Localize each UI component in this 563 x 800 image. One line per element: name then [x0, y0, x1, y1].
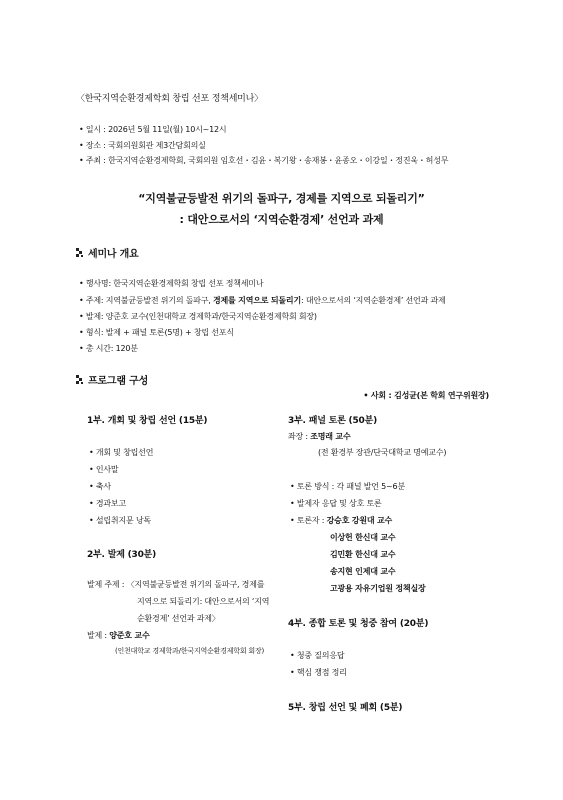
part2-topic: [87, 579, 264, 590]
part1-item: • 인사말: [89, 465, 119, 474]
part3-panelists: [290, 515, 392, 526]
part2-presenter: [87, 630, 149, 641]
part3-chair-name: 조명래 교수: [310, 432, 351, 441]
info-hosts: • 주최 : 한국지역순환경제학회, 국회의원 임호선・김윤・복기왕・송재봉・윤종오・이강일・정진욱・허성무: [79, 156, 449, 165]
overview-item: • 행사명: 한국지역순환경제학회 창립 선포 정책세미나: [79, 279, 264, 288]
part2-topic-line: 〈지역불균등발전 위기의 돌파구, 경제를: [126, 580, 265, 589]
part1-item: • 설립취지문 낭독: [89, 516, 151, 525]
program-heading-text: 프로그램 구성: [88, 376, 149, 387]
program-heading: [76, 372, 148, 387]
part2-topic-label: 발제 주제 :: [87, 580, 127, 589]
part3-chair-label: 좌장 :: [288, 432, 311, 441]
part2-title: 2부. 발제 (30분): [87, 550, 157, 560]
panelist: 강승호 강원대 교수: [326, 516, 393, 525]
part4-title: 4부. 종합 토론 및 청중 참여 (20분): [288, 619, 429, 629]
overview-item: • 주제: 지역불균등발전 위기의 돌파구, 경제를 지역으로 되돌리기: 대안으로서의 ‘지역순환경제’ 선언과 과제: [79, 296, 446, 305]
part3-format: • 토론 방식 : 각 패널 발언 5~6분: [290, 482, 405, 491]
part2-topic-line: 지역으로 되돌리기: 대안으로서의 ‘지역: [137, 597, 270, 606]
part2-presenter-name: 양준호 교수: [109, 631, 150, 640]
overview-heading-text: 세미나 개요: [88, 249, 139, 260]
overview-heading: [76, 245, 139, 260]
overview-item: • 형식: 발제 + 패널 토론(5명) + 창립 선포식: [79, 328, 234, 337]
info-date: • 일시 : 2026년 5월 11일(월) 10시~12시: [79, 125, 227, 134]
panelist: 송지현 인제대 교수: [330, 567, 396, 576]
part3-qa: • 발제자 응답 및 상호 토론: [290, 499, 382, 508]
main-title: “지역불균등발전 위기의 돌파구, 경제를 지역으로 되돌리기”: [138, 192, 425, 205]
part3-panel-label: • 토론자 :: [290, 516, 327, 525]
part3-chair: [288, 431, 350, 442]
part5-title: 5부. 창립 선언 및 폐회 (5분): [288, 703, 403, 713]
part1-title: 1부. 개회 및 창립 선언 (15분): [87, 416, 208, 426]
part1-item: • 개회 및 창립선언: [89, 448, 154, 457]
part2-topic-line: 순환경제’ 선언과 과제〉: [137, 614, 220, 623]
part3-title: 3부. 패널 토론 (50분): [288, 416, 377, 426]
part4-item: • 핵심 쟁점 정리: [290, 668, 347, 677]
part2-presenter-label: 발제 :: [87, 631, 110, 640]
part1-item: • 축사: [89, 482, 111, 491]
panelist: 이상헌 한신대 교수: [330, 533, 396, 542]
part4-item: • 청중 질의응답: [290, 651, 345, 660]
section-bullet-icon: [76, 375, 84, 385]
panelist: 김민환 한신대 교수: [330, 550, 396, 559]
part1-item: • 경과보고: [89, 499, 126, 508]
panelist: 고광용 자유기업원 정책실장: [330, 584, 426, 593]
moderator: • 사회 : 김성균(본 학회 연구위원장): [363, 391, 489, 400]
overview-item: • 총 시간: 120분: [79, 344, 138, 353]
main-subtitle: : 대안으로서의 ‘지역순환경제’ 선언과 과제: [179, 213, 384, 226]
section-bullet-icon: [76, 248, 84, 258]
info-venue: • 장소 : 국회의원회관 제3간담회의실: [79, 141, 206, 150]
part3-chair-affiliation: (전 환경부 장관/단국대학교 명예교수): [318, 448, 447, 457]
document-header: 〈한국지역순환경제학회 창립 선포 정책세미나〉: [76, 94, 263, 104]
part2-presenter-affiliation: (인천대학교 경제학과/한국지역순환경제학회 회장): [115, 647, 265, 655]
overview-item: • 발제: 양준호 교수(인천대학교 경제학과/한국지역순환경제학회 회장): [79, 312, 317, 321]
